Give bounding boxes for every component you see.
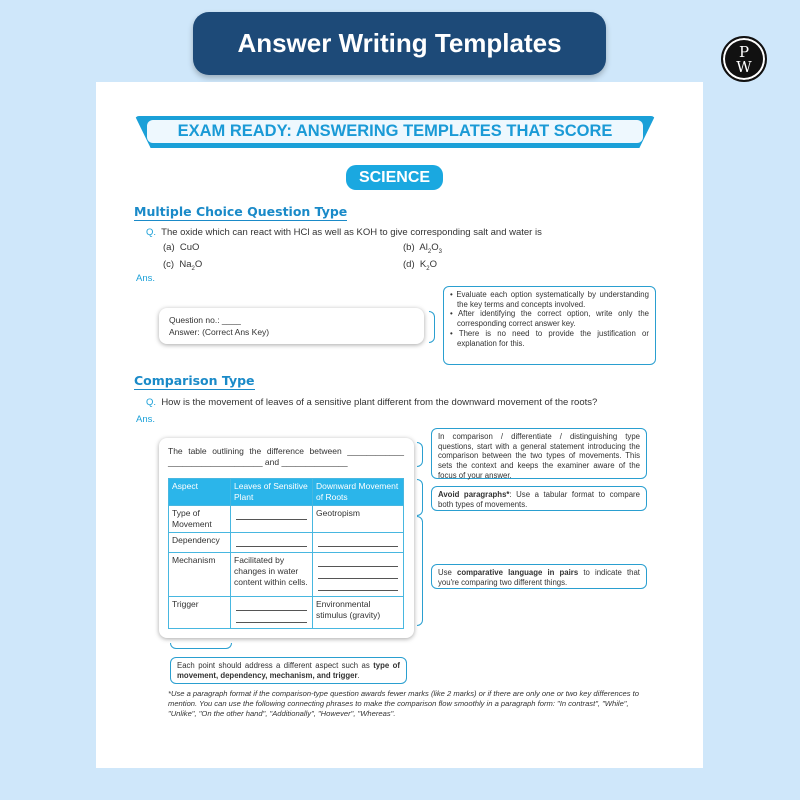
brace [417,516,423,626]
tip-intro: In comparison / differentiate / distinguishing type questions, start with a general statement introducing the comparison between the two types of movements. This sets the context and keeps the examiner aware of the focus of your answer. [431,428,647,479]
comparison-question: How is the movement of leaves of a sensitive plant different from the downward movement of the roots? [161,397,598,408]
mcq-answer-card [159,308,424,344]
table-row: Type of Movement Geotropism [169,506,404,533]
mcq-tips: • Evaluate each option systematically by understanding the key terms and concepts involved. • After identifying the correct option, write only the corresponding correct answer key. • There is no need to provide the justification or explanation for this. [443,286,656,365]
option-c: (c) $Na_2O$ [163,259,203,272]
mcq-heading: Multiple Choice Question Type [134,204,348,219]
question-no-line: Question no.: ____ [169,315,241,325]
table-row: Mechanism Facilitated by changes in water content within cells. [169,553,404,597]
mcq-question: The oxide which can react with HCl as well as KOH to give corresponding salt and water is [161,227,542,238]
q-label: Q. [146,227,157,238]
ans-label: Ans. [136,273,156,284]
brace [170,643,232,649]
table-row: Trigger Environmental stimulus (gravity) [169,597,404,629]
ans-label: Ans. [136,414,156,425]
tip-aspects: Each point should address a different aspect such as type of movement, dependency, mechanism, and trigger. [170,657,407,684]
answer-line: Answer: (Correct Ans Key) [169,327,270,338]
tip-avoid-paragraphs: Avoid paragraphs*: Use a tabular format to compare both types of movements. [431,486,647,511]
option-a: (a) CuO [163,242,200,253]
brace [429,311,435,343]
option-b: (b) $Al_2O_3$ [403,242,442,255]
table-row: Dependency [169,533,404,553]
comparison-table: Aspect Leaves of Sensitive Plant Downward Movement of Roots Type of Movement Geotropism Dependency Mechanism Facilitated by changes in water content within cells. Trigger Environmental stimulus (gravity) [168,478,404,629]
brace [417,442,423,467]
subject-badge: SCIENCE [346,165,443,190]
pw-logo: P W [721,36,767,82]
intro-line: The table outlining the difference between ____________ ____________________ and ______________ [168,446,404,468]
comparison-card [159,438,414,638]
tip-comparative-language: Use comparative language in pairs to indicate that you're comparing two different things. [431,564,647,589]
brace [417,479,423,516]
footnote: *Use a paragraph format if the comparison-type question awards fewer marks (like 2 marks) or if there are only one or two key differences to mention. You can use the following connecting phrases to make the comparison flow smoothly in a paragraph form: "In contrast", "While", "Unlike", "On the other hand", "Additionally", "However", "Whereas". [168,689,640,718]
banner-title: EXAM READY: ANSWERING TEMPLATES THAT SCORE [147,120,643,143]
option-d: (d) $K_2O$ [403,259,437,272]
page-title: Answer Writing Templates [193,12,606,75]
comparison-heading: Comparison Type [134,373,255,388]
